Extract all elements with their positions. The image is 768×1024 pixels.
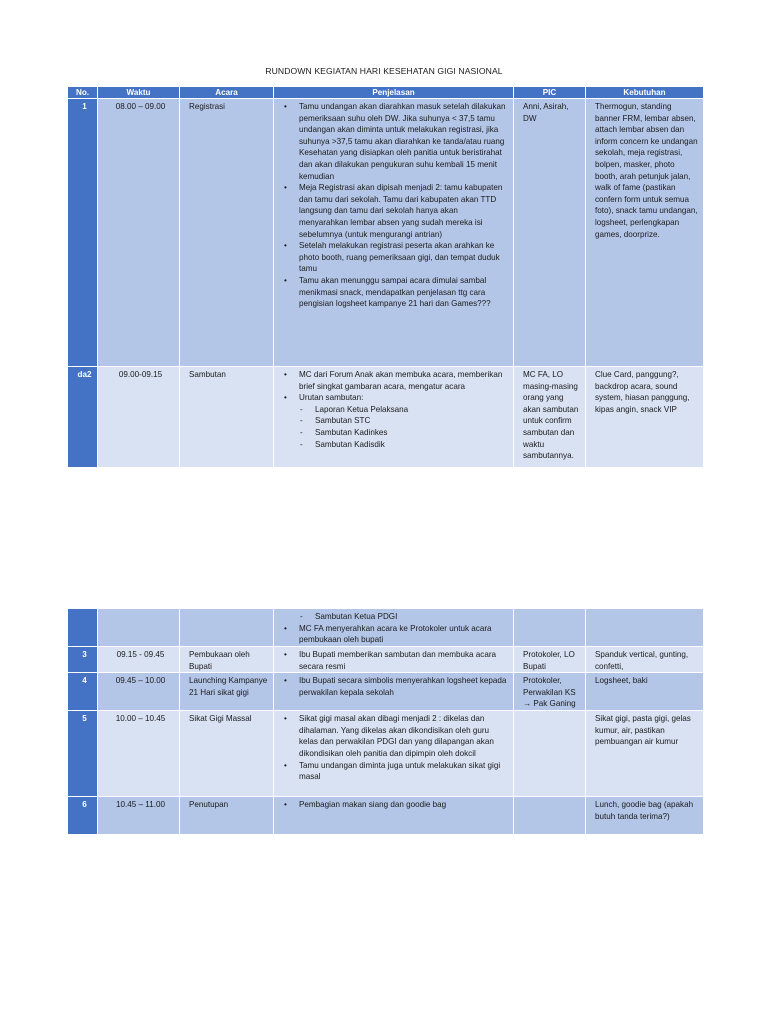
row-number: 4 <box>68 673 98 711</box>
dash-item: - Sambutan Kadisdik <box>315 439 508 451</box>
bullet-list <box>283 369 508 450</box>
time-cell: 08.00 – 09.00 <box>98 99 180 367</box>
dash-item: - Laporan Ketua Pelaksana <box>315 404 508 416</box>
needs-cell: Sikat gigi, pasta gigi, gelas kumur, air, pastikan pembuangan air kumur <box>586 711 704 797</box>
event-cell: Sikat Gigi Massal <box>180 711 274 797</box>
pic-cell: Anni, Asirah, DW <box>514 99 586 367</box>
needs-cell: Logsheet, baki <box>586 673 704 711</box>
description-cell <box>274 673 514 711</box>
header-waktu: Waktu <box>98 87 180 99</box>
event-cell <box>180 609 274 647</box>
bullet-item: • Ibu Bupati memberikan sambutan dan membuka acara secara resmi <box>299 649 508 672</box>
pic-cell <box>514 711 586 797</box>
description-cell <box>274 797 514 835</box>
table-row <box>68 673 704 711</box>
continuation-item <box>299 611 508 623</box>
bullet-item: • MC FA menyerahkan acara ke Protokoler untuk acara pembukaan oleh bupati <box>299 623 508 646</box>
bullet-item: • Meja Registrasi akan dipisah menjadi 2: tamu kabupaten dan tamu dari sekolah. Tamu dari kabupaten akan TTD langsung dan tamu dari sekolah hanya akan menyarahkan lembar absen yang sudah mereka isi sebelumnya (untuk mengurangi antrian) <box>299 182 508 240</box>
bullet-list <box>283 101 508 310</box>
bullet-list <box>283 799 508 811</box>
needs-cell: Thermogun, standing banner FRM, lembar absen, attach lembar absen dan inform concern ke undangan sekolah, meja registrasi, bolpen, masker, photo booth, arah petunjuk jalan, walk of fame (pastikan confern form untuk semua foto), snack tamu undangan, logsheet, perlengkapan games, doorprize. <box>586 99 704 367</box>
time-cell: 10.00 – 10.45 <box>98 711 180 797</box>
header-penjelasan: Penjelasan <box>274 87 514 99</box>
rundown-table-page-1 <box>67 86 704 468</box>
table-row <box>68 711 704 797</box>
description-cell <box>274 609 514 647</box>
time-cell: 09.00-09.15 <box>98 367 180 468</box>
bullet-list <box>283 713 508 783</box>
pic-cell: MC FA, LO masing-masing orang yang akan sambutan untuk confirm sambutan dan waktu sambutannya. <box>514 367 586 468</box>
time-cell <box>98 609 180 647</box>
needs-cell <box>586 609 704 647</box>
header-no: No. <box>68 87 98 99</box>
bullet-text: Urutan sambutan: <box>299 393 364 403</box>
time-cell: 10.45 – 11.00 <box>98 797 180 835</box>
table-row <box>68 797 704 835</box>
bullet-item: • Pembagian makan siang dan goodie bag <box>299 799 508 811</box>
table-row <box>68 609 704 647</box>
row-number: da2 <box>68 367 98 468</box>
bullet-item <box>299 392 508 450</box>
dash-list <box>299 404 508 450</box>
row-number <box>68 609 98 647</box>
row-number: 1 <box>68 99 98 367</box>
bullet-list <box>283 649 508 672</box>
needs-cell: Lunch, goodie bag (apakah butuh tanda terima?) <box>586 797 704 835</box>
bullet-item: • Tamu undangan akan diarahkan masuk setelah dilakukan pemeriksaan suhu oleh DW. Jika suhunya < 37,5 tamu undangan akan diminta untuk melakukan registrasi, jika suhunya >37,5 tamu akan diarahkan ke tanda/atau ruang Kesehatan yang disiapkan oleh panitia untuk beristirahat dan akan dilakukan pengukuran suhu kembali 15 menit kemudian <box>299 101 508 182</box>
header-row <box>68 87 704 99</box>
rundown-table-page-2 <box>67 608 704 835</box>
description-cell <box>274 647 514 673</box>
bullet-item: • Sikat gigi masal akan dibagi menjadi 2 : dikelas dan dihalaman. Yang dikelas akan dikondisikan oleh guru kelas dan perwakilan PDGI dan yang dilapangan akan dikondisikan oleh panitia dan dipimpin oleh dokcil <box>299 713 508 759</box>
table-row <box>68 647 704 673</box>
event-cell: Penutupan <box>180 797 274 835</box>
bullet-list <box>283 675 508 698</box>
header-pic: PIC <box>514 87 586 99</box>
row-number: 5 <box>68 711 98 797</box>
row-number: 6 <box>68 797 98 835</box>
pic-cell <box>514 797 586 835</box>
dash-item: - Sambutan Ketua PDGI <box>315 611 508 623</box>
document-title: RUNDOWN KEGIATAN HARI KESEHATAN GIGI NASIONAL <box>265 66 503 76</box>
bullet-item: • Tamu undangan diminta juga untuk melakukan sikat gigi masal <box>299 760 508 783</box>
row-number: 3 <box>68 647 98 673</box>
bullet-list <box>283 611 508 646</box>
header-acara: Acara <box>180 87 274 99</box>
event-cell: Launching Kampanye 21 Hari sikat gigi <box>180 673 274 711</box>
dash-item: - Sambutan STC <box>315 415 508 427</box>
event-cell: Sambutan <box>180 367 274 468</box>
description-cell <box>274 711 514 797</box>
header-kebutuhan: Kebutuhan <box>586 87 704 99</box>
event-cell: Pembukaan oleh Bupati <box>180 647 274 673</box>
table-row <box>68 367 704 468</box>
bullet-item: • Ibu Bupati secara simbolis menyerahkan logsheet kepada perwakilan kepala sekolah <box>299 675 508 698</box>
needs-cell: Spanduk vertical, gunting, confetti, <box>586 647 704 673</box>
pic-cell: Protokoler, LO Bupati <box>514 647 586 673</box>
pic-cell <box>514 609 586 647</box>
event-cell: Registrasi <box>180 99 274 367</box>
pic-cell: Protokoler, Perwakilan KS → Pak Ganing <box>514 673 586 711</box>
description-cell <box>274 367 514 468</box>
dash-item: - Sambutan Kadinkes <box>315 427 508 439</box>
bullet-item: • Tamu akan menunggu sampai acara dimulai sambal menikmasi snack, mendapatkan penjelasan ttg cara pengisian logsheet kampanye 21 hari dan Games??? <box>299 275 508 310</box>
table-row <box>68 99 704 367</box>
time-cell: 09.15 - 09.45 <box>98 647 180 673</box>
description-cell <box>274 99 514 367</box>
bullet-item: • Setelah melakukan registrasi peserta akan arahkan ke photo booth, ruang pemeriksaan gigi, dan tempat duduk tamu <box>299 240 508 275</box>
dash-list <box>299 611 508 623</box>
needs-cell: Clue Card, panggung?, backdrop acara, sound system, hiasan panggung, kipas angin, snack VIP <box>586 367 704 468</box>
time-cell: 09.45 – 10.00 <box>98 673 180 711</box>
bullet-item: • MC dari Forum Anak akan membuka acara, memberikan brief singkat gambaran acara, mengatur acara <box>299 369 508 392</box>
